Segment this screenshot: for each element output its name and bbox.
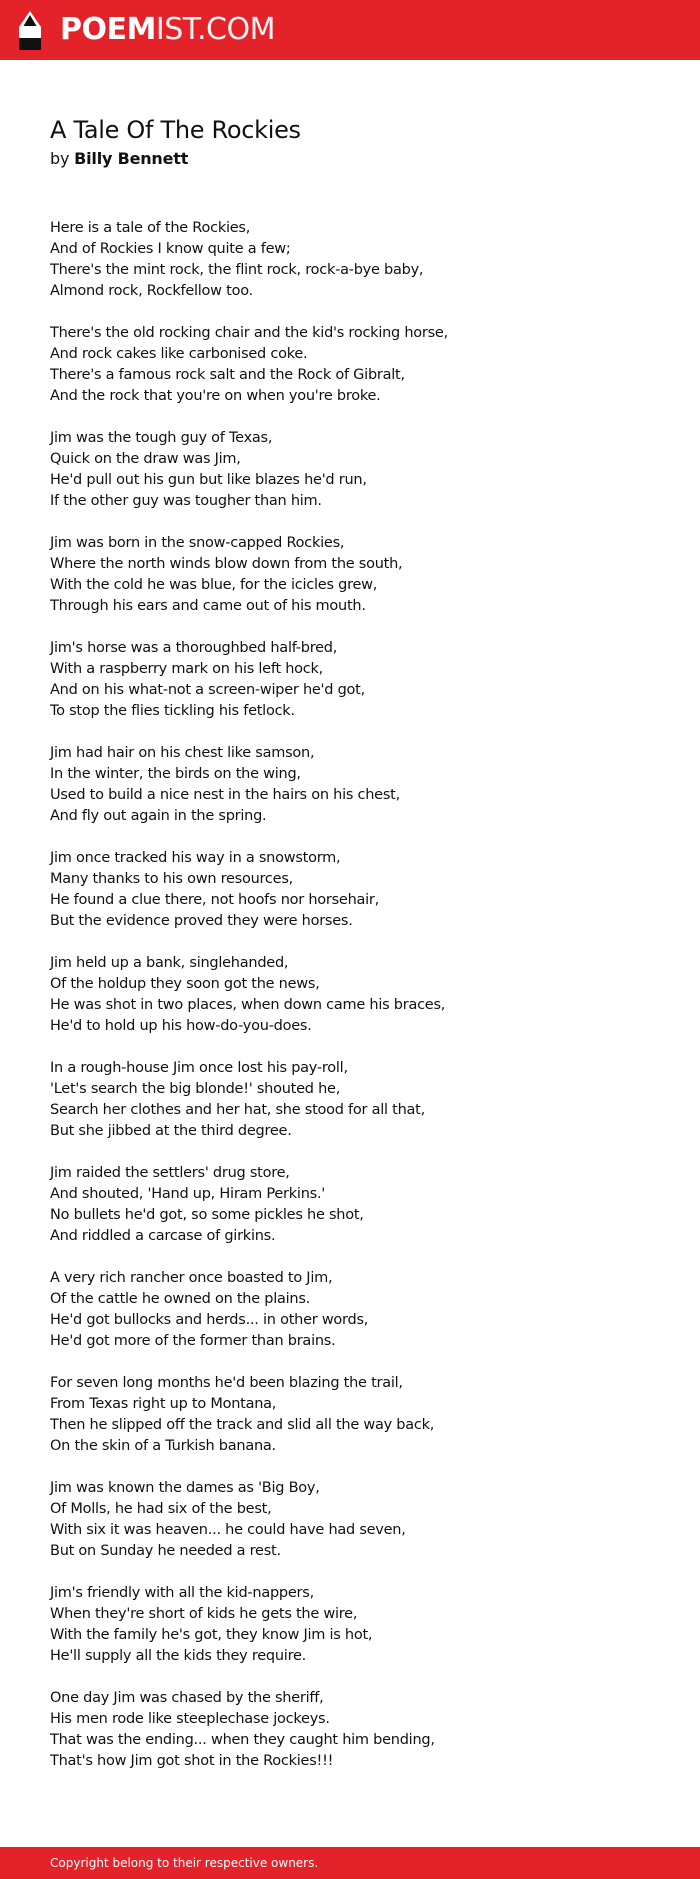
poem-line: Many thanks to his own resources,: [50, 871, 293, 887]
copyright-text: Copyright belong to their respective owners.: [50, 1856, 319, 1870]
poem-line: That's how Jim got shot in the Rockies!!!: [50, 1753, 334, 1769]
poem-line: Jim held up a bank, singlehanded,: [50, 955, 289, 971]
poem-line: For seven long months he'd been blazing the trail,: [50, 1375, 403, 1391]
poem-line: And the rock that you're on when you're broke.: [50, 388, 381, 404]
poem-line: One day Jim was chased by the sheriff,: [50, 1690, 324, 1706]
poem-line: He'll supply all the kids they require.: [50, 1648, 306, 1664]
pen-nib-icon[interactable]: [17, 11, 43, 52]
poem-line: Then he slipped off the track and slid all the way back,: [50, 1417, 435, 1433]
poem-line: There's a famous rock salt and the Rock of Gibralt,: [50, 367, 405, 383]
stanza: [50, 1058, 650, 1142]
poem-body: [50, 218, 650, 1793]
poem-line: He'd got bullocks and herds... in other words,: [50, 1312, 369, 1328]
poem-line: From Texas right up to Montana,: [50, 1396, 277, 1412]
poem-line: He'd pull out his gun but like blazes he'd run,: [50, 472, 367, 488]
poem-line: Jim once tracked his way in a snowstorm,: [50, 850, 341, 866]
poem-line: If the other guy was tougher than him.: [50, 493, 322, 509]
poem-line: Jim was the tough guy of Texas,: [50, 430, 273, 446]
poem-heading: [50, 113, 301, 171]
stanza: [50, 1163, 650, 1247]
poem-line: And on his what-not a screen-wiper he'd got,: [50, 682, 365, 698]
poem-line: He was shot in two places, when down came his braces,: [50, 997, 446, 1013]
poem-line: With the cold he was blue, for the icicles grew,: [50, 577, 378, 593]
poem-line: Through his ears and came out of his mouth.: [50, 598, 366, 614]
poem-line: No bullets he'd got, so some pickles he shot,: [50, 1207, 364, 1223]
poem-line: He'd to hold up his how-do-you-does.: [50, 1018, 312, 1034]
poem-line: And rock cakes like carbonised coke.: [50, 346, 308, 362]
stanza: [50, 1373, 650, 1457]
stanza: [50, 638, 650, 722]
poem-line: Jim's horse was a thoroughbed half-bred,: [50, 640, 338, 656]
poem-line: Jim had hair on his chest like samson,: [50, 745, 315, 761]
stanza: [50, 953, 650, 1037]
poem-line: But the evidence proved they were horses.: [50, 913, 353, 929]
poem-line: Here is a tale of the Rockies,: [50, 220, 251, 236]
site-logo[interactable]: [60, 8, 275, 52]
poem-line: Search her clothes and her hat, she stood for all that,: [50, 1102, 425, 1118]
poem-line: In a rough-house Jim once lost his pay-roll,: [50, 1060, 348, 1076]
stanza: [50, 533, 650, 617]
stanza: [50, 1688, 650, 1772]
poem-line: Quick on the draw was Jim,: [50, 451, 241, 467]
poem-line: Jim raided the settlers' drug store,: [50, 1165, 290, 1181]
poem-line: That was the ending... when they caught him bending,: [50, 1732, 435, 1748]
poem-line: There's the old rocking chair and the kid's rocking horse,: [50, 325, 448, 341]
poem-line: Of Molls, he had six of the best,: [50, 1501, 272, 1517]
page-title: A Tale Of The Rockies: [50, 116, 301, 144]
poem-line: Almond rock, Rockfellow too.: [50, 283, 253, 299]
poem-line: His men rode like steeplechase jockeys.: [50, 1711, 330, 1727]
site-footer: [0, 1847, 700, 1879]
poem-line: With a raspberry mark on his left hock,: [50, 661, 324, 677]
poem-line: Where the north winds blow down from the south,: [50, 556, 403, 572]
poem-line: With six it was heaven... he could have had seven,: [50, 1522, 406, 1538]
poem-line: Jim's friendly with all the kid-nappers,: [50, 1585, 314, 1601]
poem-line: Jim was known the dames as 'Big Boy,: [50, 1480, 320, 1496]
poem-line: And shouted, 'Hand up, Hiram Perkins.': [50, 1186, 326, 1202]
stanza: [50, 218, 650, 302]
poem-line: And fly out again in the spring.: [50, 808, 267, 824]
poem-line: But on Sunday he needed a rest.: [50, 1543, 281, 1559]
stanza: [50, 428, 650, 512]
byline: [50, 147, 301, 171]
stanza: [50, 1268, 650, 1352]
poem-line: Jim was born in the snow-capped Rockies,: [50, 535, 345, 551]
poem-line: Of the cattle he owned on the plains.: [50, 1291, 311, 1307]
author-name: Billy Bennett: [74, 149, 189, 168]
site-header: [0, 0, 700, 60]
poem-line: And of Rockies I know quite a few;: [50, 241, 291, 257]
poem-line: With the family he's got, they know Jim is hot,: [50, 1627, 373, 1643]
poem-line: A very rich rancher once boasted to Jim,: [50, 1270, 333, 1286]
poem-line: But she jibbed at the third degree.: [50, 1123, 292, 1139]
stanza: [50, 1583, 650, 1667]
stanza: [50, 1478, 650, 1562]
poem-line: In the winter, the birds on the wing,: [50, 766, 301, 782]
logo-bold-text: POEM: [60, 12, 156, 47]
poem-line: When they're short of kids he gets the wire,: [50, 1606, 358, 1622]
poem-line: 'Let's search the big blonde!' shouted he,: [50, 1081, 341, 1097]
poem-line: On the skin of a Turkish banana.: [50, 1438, 276, 1454]
poem-line: Of the holdup they soon got the news,: [50, 976, 320, 992]
poem-line: And riddled a carcase of girkins.: [50, 1228, 276, 1244]
poem-line: To stop the flies tickling his fetlock.: [50, 703, 295, 719]
poem-line: Used to build a nice nest in the hairs on his chest,: [50, 787, 400, 803]
poem-line: There's the mint rock, the flint rock, rock-a-bye baby,: [50, 262, 424, 278]
stanza: [50, 323, 650, 407]
poem-line: He found a clue there, not hoofs nor horsehair,: [50, 892, 380, 908]
stanza: [50, 743, 650, 827]
poem-line: He'd got more of the former than brains.: [50, 1333, 336, 1349]
logo-light-text: IST.COM: [155, 12, 275, 47]
by-label: by: [50, 149, 70, 168]
stanza: [50, 848, 650, 932]
